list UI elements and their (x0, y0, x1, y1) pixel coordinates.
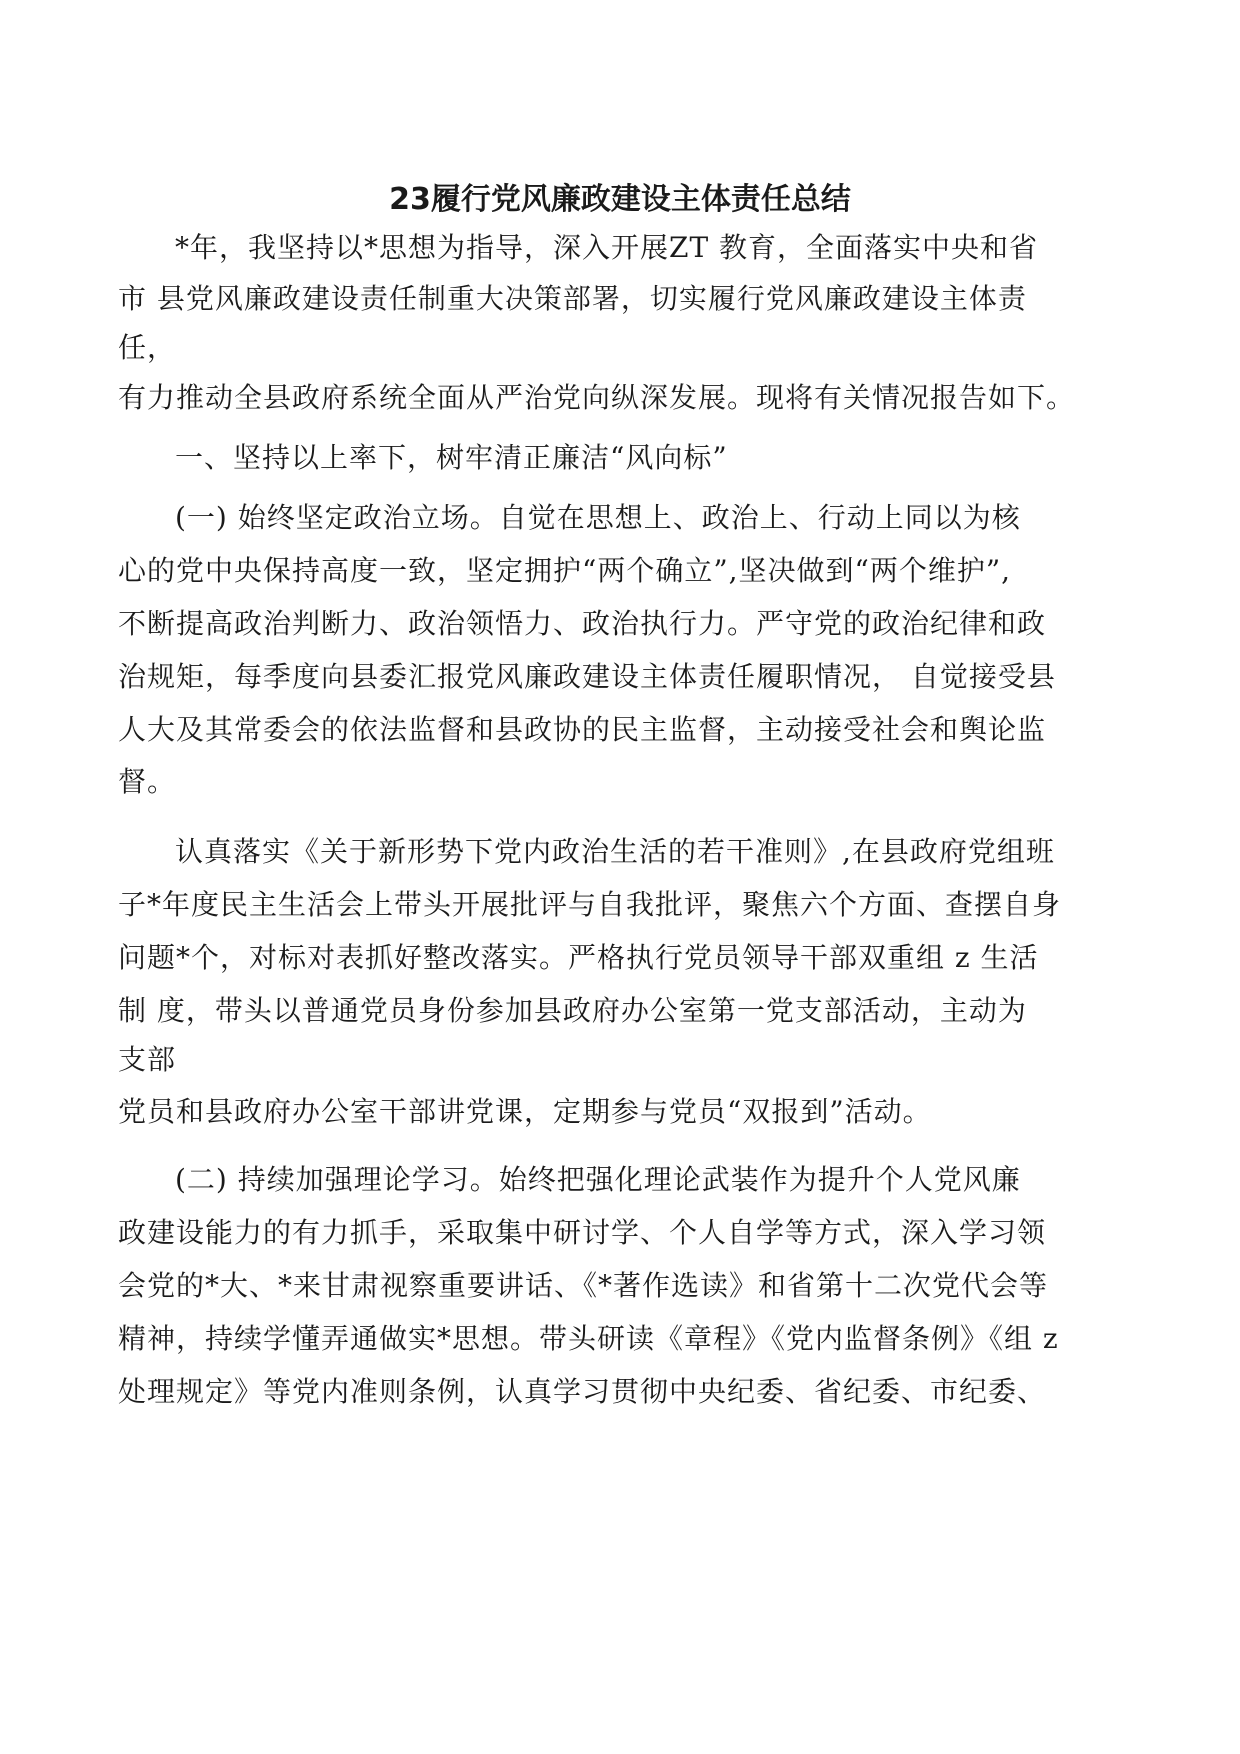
paragraph-line: 治规矩，每季度向县委汇报党风廉政建设主体责任履职情况， 自觉接受县 (118, 660, 1056, 693)
paragraph-line: 有力推动全县政府系统全面从严治党向纵深发展。现将有关情况报告如下。 (118, 381, 1076, 414)
paragraph-line: 精神，持续学懂弄通做实*思想。带头研读《章程》《党内监督条例》《组 z (118, 1322, 1059, 1355)
paragraph-line: 处理规定》等党内准则条例，认真学习贯彻中央纪委、省纪委、市纪委、 (118, 1375, 1047, 1408)
paragraph-line: 支部 (118, 1043, 177, 1076)
paragraph-line: 会党的*大、*来甘肃视察重要讲话、《*著作选读》和省第十二次党代会等 (118, 1269, 1049, 1302)
paragraph-line: 制 度，带头以普通党员身份参加县政府办公室第一党支部活动，主动为 (118, 994, 1027, 1027)
section-heading: 一、坚持以上率下，树牢清正廉洁“风向标” (175, 441, 728, 474)
paragraph-line: 问题*个，对标对表抓好整改落实。严格执行党员领导干部双重组 z 生活 (118, 941, 1039, 974)
paragraph-line: 督。 (118, 765, 177, 798)
paragraph-line: 任， (118, 331, 177, 364)
paragraph-line: 不断提高政治判断力、政治领悟力、政治执行力。严守党的政治纪律和政 (118, 607, 1047, 640)
document-title: 23履行党风廉政建设主体责任总结 (389, 182, 851, 217)
paragraph-line: 政建设能力的有力抓手，采取集中研讨学、个人自学等方式，深入学习领 (118, 1216, 1047, 1249)
paragraph-line: 市 县党风廉政建设责任制重大决策部署，切实履行党风廉政建设主体责 (118, 282, 1027, 315)
paragraph-line: 子*年度民主生活会上带头开展批评与自我批评，聚焦六个方面、查摆自身 (118, 888, 1062, 921)
paragraph-line: 心的党中央保持高度一致，坚定拥护“两个确立”,坚决做到“两个维护”, (118, 554, 1012, 587)
paragraph-line: (二) 持续加强理论学习。始终把强化理论武装作为提升个人党风廉 (175, 1163, 1021, 1196)
paragraph-line: 人大及其常委会的依法监督和县政协的民主监督，主动接受社会和舆论监 (118, 713, 1047, 746)
paragraph-line: (一) 始终坚定政治立场。自觉在思想上、政治上、行动上同以为核 (175, 501, 1021, 534)
paragraph-line: 认真落实《关于新形势下党内政治生活的若干准则》,在县政府党组班 (175, 835, 1055, 868)
paragraph-line: 党员和县政府办公室干部讲党课，定期参与党员“双报到”活动。 (118, 1095, 932, 1128)
paragraph-line: *年，我坚持以*思想为指导，深入开展ZT 教育，全面落实中央和省 (175, 231, 1039, 264)
